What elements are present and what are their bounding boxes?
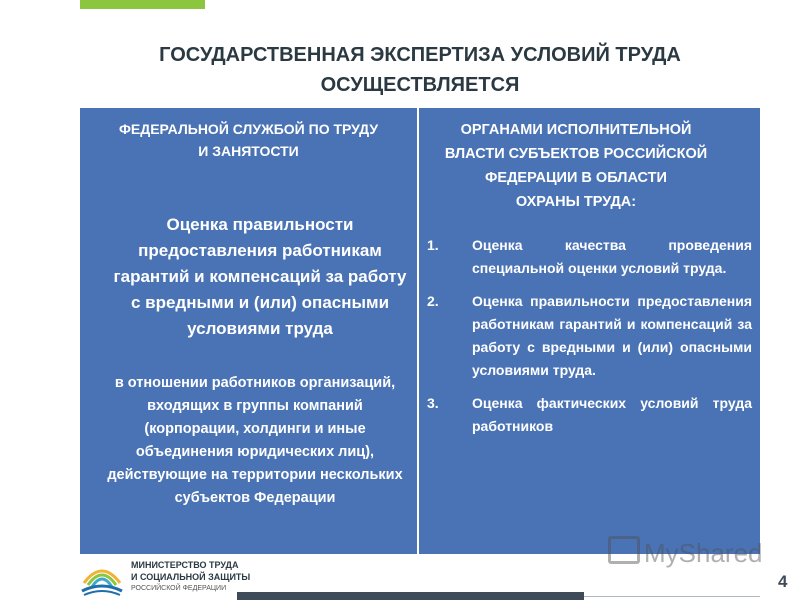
page-number: 4 — [778, 572, 788, 591]
title-line-2: ОСУЩЕСТВЛЯЕТСЯ — [320, 74, 520, 96]
right-column — [419, 108, 760, 554]
list-item-number: 3. — [427, 395, 439, 411]
right-column-heading — [421, 118, 731, 214]
list-item — [427, 234, 752, 280]
watermark — [608, 536, 763, 569]
ministry-name — [131, 560, 250, 595]
list-item — [427, 392, 752, 438]
ministry-logo-icon — [80, 557, 124, 597]
watermark-text: MyShared — [644, 538, 763, 568]
bottom-bar — [237, 592, 584, 600]
ministry-line-1: МИНИСТЕРСТВО ТРУДА — [131, 560, 239, 570]
right-heading-line-3: ФЕДЕРАЦИИ В ОБЛАСТИ — [485, 170, 667, 186]
page-title — [60, 40, 780, 100]
left-column-heading — [80, 118, 417, 162]
right-heading-line-2: ВЛАСТИ СУБЪЕКТОВ РОССИЙСКОЙ — [444, 146, 708, 162]
top-accent-bar — [80, 0, 205, 9]
right-heading-line-4: ОХРАНЫ ТРУДА: — [515, 194, 637, 210]
list-item-text: Оценка правильности предоставления работникам гарантий и компенсаций за работу с вредными и (или) опасными условиями труда. — [472, 293, 752, 378]
list-item-text: Оценка качества проведения специальной оценки условий труда. — [472, 237, 752, 276]
left-heading-line-2: И ЗАНЯТОСТИ — [198, 143, 299, 159]
presentation-icon — [608, 536, 640, 564]
left-note-text: в отношении работников организаций, входящих в группы компаний (корпорации, холдинги и иные объединения юридических лиц), действующие на территории нескольких субъектов Федерации — [107, 375, 403, 506]
left-main-text: Оценка правильности предоставления работникам гарантий и компенсаций за работу с вредными и (или) опасными условиями труда — [113, 215, 407, 338]
ministry-line-3: РОССИЙСКОЙ ФЕДЕРАЦИИ — [131, 585, 227, 592]
list-item — [427, 290, 752, 382]
ministry-line-2: И СОЦИАЛЬНОЙ ЗАЩИТЫ — [131, 571, 251, 582]
list-item-number: 2. — [427, 293, 439, 309]
content-panel — [80, 108, 760, 554]
list-item-text: Оценка фактических условий труда работников — [472, 395, 752, 434]
right-heading-line-1: ОРГАНАМИ ИСПОЛНИТЕЛЬНОЙ — [460, 122, 692, 138]
right-list — [427, 234, 752, 438]
left-column — [80, 108, 419, 554]
title-line-1: ГОСУДАРСТВЕННАЯ ЭКСПЕРТИЗА УСЛОВИЙ ТРУДА — [159, 44, 681, 66]
list-item-number: 1. — [427, 237, 439, 253]
bottom-divider — [584, 596, 760, 597]
left-heading-line-1: ФЕДЕРАЛЬНОЙ СЛУЖБОЙ ПО ТРУДУ — [118, 121, 379, 137]
